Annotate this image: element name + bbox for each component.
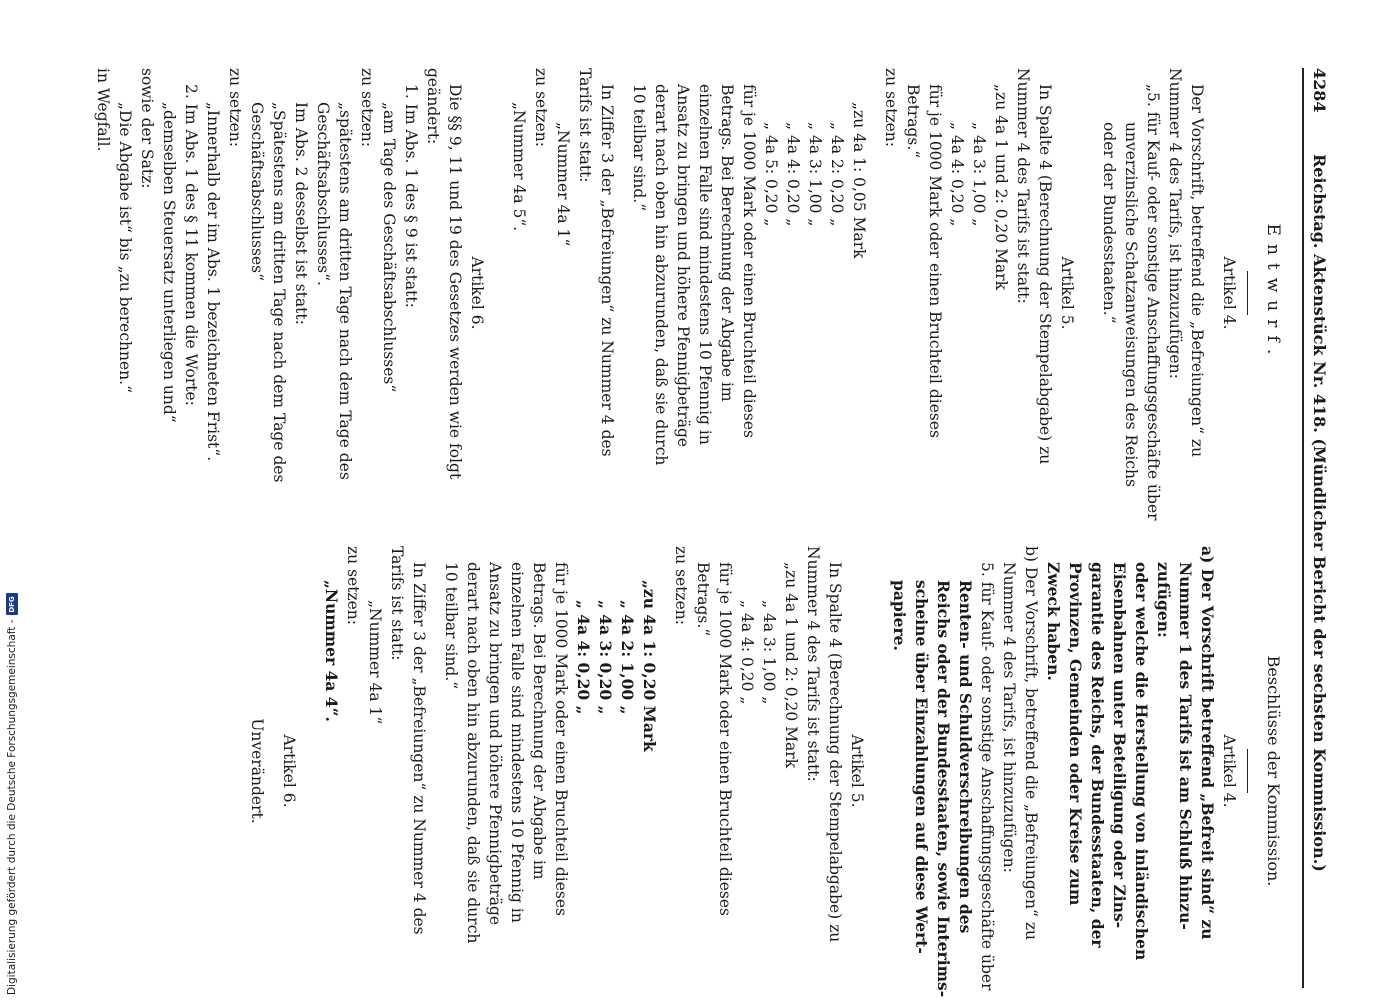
text-line: 2. Im Abs. 1 des § 11 kommen die Worte: bbox=[182, 84, 200, 406]
text-line: Betrags. Bei Berechnung der Abgabe im bbox=[718, 84, 736, 402]
rate-line: „ 4a 3: 1,00 „ bbox=[970, 122, 988, 227]
article-4-title: Artikel 4. bbox=[1220, 256, 1238, 330]
text-line: 1. Im Abs. 1 des § 9 ist statt: bbox=[402, 84, 420, 308]
text-line: Betrags. Bei Berechnung der Abgabe im bbox=[530, 562, 548, 880]
text-line: Reichs oder der Bundesstaaten, sowie Interims- bbox=[934, 580, 953, 998]
text-line: Provinzen, Gemeinden oder Kreise zum bbox=[1066, 562, 1085, 906]
text-line: „Spätestens am dritten Tage nach dem Tage des bbox=[270, 102, 288, 483]
text-line: zufügen: bbox=[1154, 562, 1173, 638]
text-line: „Innerhalb der im Abs. 1 bezeichneten Frist“. bbox=[204, 102, 222, 462]
text-line: Nummer 4 des Tarifs ist statt: bbox=[804, 546, 822, 782]
text-line: oder der Bundesstaaten.“ bbox=[1100, 122, 1118, 324]
text-line: 10 teilbar sind.“ bbox=[630, 84, 648, 212]
text-line: „Nummer 4a 4“. bbox=[322, 580, 341, 722]
dfg-logo: DFG bbox=[6, 593, 18, 615]
rate-line: „ 4a 5: 0,20 „ bbox=[762, 122, 780, 227]
text-line: „am Tage des Geschäftsabschlusses“ bbox=[380, 102, 398, 393]
text-line: zu setzen: bbox=[532, 68, 550, 147]
digitization-note bbox=[6, 593, 18, 995]
rate-line: „zu 4a 1: 0,05 Mark bbox=[850, 102, 868, 259]
rate-line: „ 4a 4: 0,20 „ bbox=[738, 600, 756, 705]
text-line: Nummer 4 des Tarifs ist statt: bbox=[1014, 68, 1032, 304]
page-number: 4284 bbox=[1310, 68, 1329, 113]
heading-rule bbox=[1247, 271, 1248, 315]
text-line: Nummer 4 des Tarifs, ist hinzuzufügen: bbox=[1166, 68, 1184, 379]
text-line: Ansatz zu bringen und höhere Pfennigbeträge bbox=[674, 84, 692, 448]
article-5-title: Artikel 5. bbox=[848, 734, 866, 808]
column-entwurf bbox=[92, 68, 1290, 521]
text-line: „spätestens am dritten Tage nach dem Tage des bbox=[336, 102, 354, 480]
text-line: „Nummer 4a 1“ bbox=[366, 600, 384, 725]
rate-line: „ 4a 4: 0,20 „ bbox=[574, 600, 593, 715]
rotated-page bbox=[90, 68, 1330, 1008]
text-line: einzelnen Falle sind mindestens 10 Pfennig in bbox=[508, 562, 526, 923]
text-line: In Ziffer 3 der „Befreiungen“ zu Nummer 4 des bbox=[598, 84, 616, 457]
header-title: Reichstag. Aktenstück Nr. 418. (Mündlicher Bericht der sechsten Kommission.) bbox=[1310, 154, 1329, 872]
text-line: papiere. bbox=[890, 580, 909, 651]
article-4-title: Artikel 4. bbox=[1220, 734, 1238, 808]
text-line: oder welche die Herstellung von inländischen bbox=[1132, 562, 1151, 961]
text-line: derart nach oben hin abzurunden, daß sie durch bbox=[464, 562, 482, 944]
text-line: für je 1000 Mark oder einen Bruchteil dieses bbox=[926, 84, 944, 438]
text-line: zu setzen: bbox=[672, 546, 690, 625]
rate-line: „ 4a 4: 0,20 „ bbox=[948, 122, 966, 227]
text-line: garantie des Reichs, der Bundesstaaten, der bbox=[1088, 562, 1107, 948]
text-line: 10 teilbar sind.“ bbox=[442, 562, 460, 690]
text-line: scheine über Einzahlungen auf diese Wert- bbox=[912, 580, 931, 954]
article-6-title: Artikel 6. bbox=[468, 256, 486, 330]
article-5-title: Artikel 5. bbox=[1058, 256, 1076, 330]
text-line: „Nummer 4a 1“ bbox=[554, 122, 572, 247]
text-line: Die §§ 9, 11 und 19 des Gesetzes werden wie folgt bbox=[446, 84, 464, 480]
rate-line: „ 4a 3: 1,00 „ bbox=[806, 122, 824, 227]
text-line: Tarifs ist statt: bbox=[388, 546, 406, 661]
text-line: für je 1000 Mark oder einen Bruchteil dieses bbox=[552, 562, 570, 916]
text-line: zu setzen: bbox=[882, 68, 900, 147]
text-line: „Die Abgabe ist“ bis „zu berechnen.“ bbox=[116, 102, 134, 394]
rate-line: „zu 4a 1 und 2: 0,20 Mark bbox=[782, 562, 800, 769]
text-line: zu setzen: bbox=[358, 68, 376, 147]
column-heading: Beschlüsse der Kommission. bbox=[1264, 655, 1283, 887]
text-line: Eisenbahnen unter Beteiligung oder Zins- bbox=[1110, 562, 1129, 929]
text-line: Betrags.“ bbox=[904, 84, 922, 159]
text-line: für je 1000 Mark oder einen Bruchteil dieses bbox=[716, 562, 734, 916]
rate-line: „ 4a 3: 0,20 „ bbox=[596, 600, 615, 715]
header-rule bbox=[1302, 68, 1304, 988]
text-line: In Ziffer 3 der „Befreiungen“ zu Nummer 4 des bbox=[410, 562, 428, 935]
rate-line: „ 4a 2: 1,00 „ bbox=[618, 600, 637, 715]
text-line: Renten- und Schuldverschreibungen des bbox=[956, 580, 975, 934]
rate-line: „zu 4a 1 und 2: 0,20 Mark bbox=[992, 84, 1010, 291]
text-line: einzelnen Falle sind mindestens 10 Pfennig in bbox=[696, 84, 714, 445]
text-line: „demselben Steuersatz unterliegen und“ bbox=[160, 102, 178, 423]
text-line: Zweck haben. bbox=[1044, 562, 1063, 681]
text-line: derart nach oben hin abzurunden, daß sie durch bbox=[652, 84, 670, 466]
text-line: Geschäftsabschlusses“. bbox=[314, 102, 332, 286]
text-line: zu setzen: bbox=[226, 68, 244, 147]
text-line: Nummer 4 des Tarifs, ist hinzuzufügen: bbox=[1000, 562, 1018, 873]
text-line: Nummer 1 des Tarifs ist am Schluß hinzu- bbox=[1176, 562, 1195, 930]
text-line: Geschäftsabschlusses“ bbox=[248, 102, 266, 282]
article-6-title: Artikel 6. bbox=[280, 734, 298, 808]
text-line: unverzinsliche Schatzanweisungen des Reichs bbox=[1122, 122, 1140, 487]
text-line: b) Der Vorschrift, betreffend die „Befreiungen“ zu bbox=[1022, 546, 1040, 940]
heading-rule bbox=[1247, 749, 1248, 793]
text-line: geändert: bbox=[424, 68, 442, 145]
text-line: „Nummer 4a 5“. bbox=[510, 102, 528, 232]
text-line: für je 1000 Mark oder einen Bruchteil dieses bbox=[740, 84, 758, 438]
rate-line: „zu 4a 1: 0,20 Mark bbox=[640, 580, 659, 752]
text-line: Der Vorschrift, betreffend die „Befreiungen“ zu bbox=[1188, 84, 1206, 458]
rate-line: „ 4a 2: 0,20 „ bbox=[828, 122, 846, 227]
text-line: „5. für Kauf- oder sonstige Anschaffungsgeschäfte über bbox=[1144, 84, 1162, 521]
digitization-text: Digitalisierung gefördert durch die Deutsche Forschungsgemeinschaft - bbox=[6, 619, 18, 995]
text-line: Im Abs. 2 desselbst ist statt: bbox=[292, 102, 310, 325]
column-heading: Entwurf. bbox=[1263, 223, 1283, 363]
text-line: In Spalte 4 (Berechnung der Stempelabgabe) zu bbox=[826, 562, 844, 943]
text-line: In Spalte 4 (Berechnung der Stempelabgabe) zu bbox=[1036, 84, 1054, 465]
text-line: zu setzen: bbox=[344, 546, 362, 625]
text-line: Tarifs ist statt: bbox=[576, 68, 594, 183]
text-line: a) Der Vorschrift betreffend „Befreit sind“ zu bbox=[1198, 546, 1217, 940]
unchanged-note: Unverändert. bbox=[248, 718, 266, 824]
rate-line: „ 4a 4: 0,20 „ bbox=[784, 122, 802, 227]
text-line: 5. für Kauf- oder sonstige Anschaffungsgeschäfte über bbox=[978, 562, 996, 991]
text-line: sowie der Satz: bbox=[138, 68, 156, 189]
text-line: Betrags.“ bbox=[694, 562, 712, 637]
text-line: in Wegfall. bbox=[94, 68, 112, 152]
page-header bbox=[1304, 68, 1330, 1008]
column-beschluesse bbox=[246, 546, 1290, 996]
rate-line: „ 4a 3: 1,00 „ bbox=[760, 600, 778, 705]
text-line: Ansatz zu bringen und höhere Pfennigbeträge bbox=[486, 562, 504, 926]
